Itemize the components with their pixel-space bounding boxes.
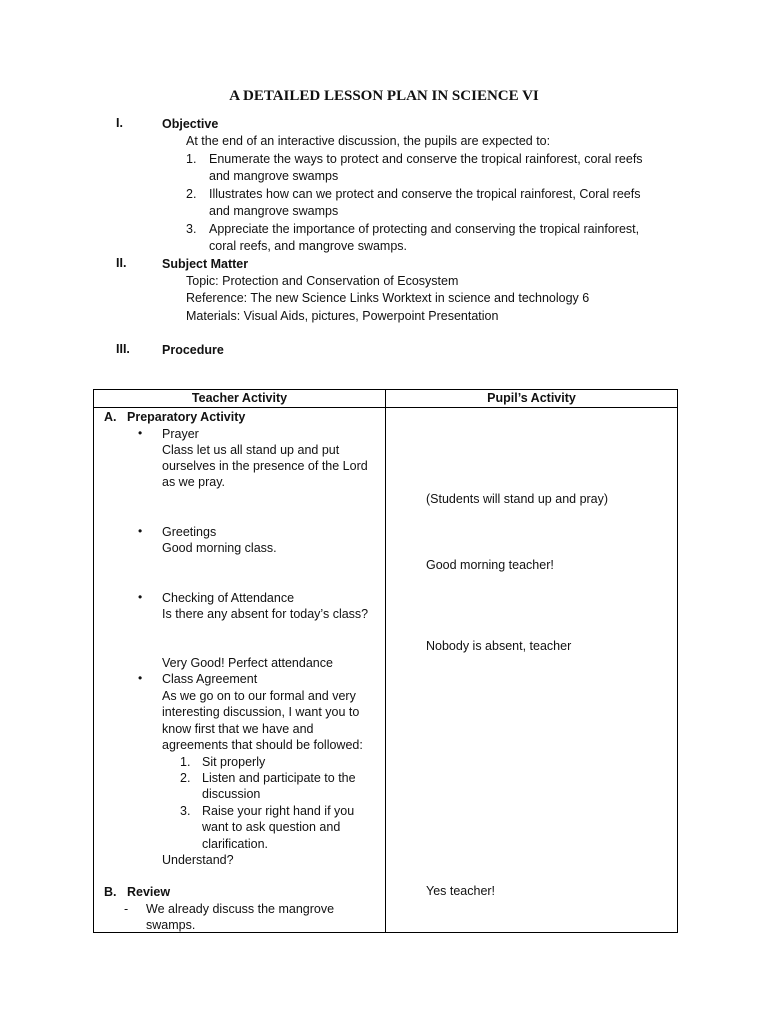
list-item (186, 151, 696, 186)
list-item (186, 186, 696, 221)
table-row (94, 408, 678, 933)
reference-line: Reference: The new Science Links Worktext in science and technology 6 (186, 291, 590, 305)
list-item-text: and mangrove swamps (209, 169, 339, 183)
attendance-line: Is there any absent for today’s class? (162, 607, 369, 621)
rule-number: 2. (180, 771, 191, 785)
procedure-heading: Procedure (162, 343, 224, 357)
objective-list (186, 151, 696, 256)
list-item-text: Appreciate the importance of protecting and conserving the tropical rainforest, (209, 221, 640, 236)
list-item-text: coral reefs, and mangrove swamps. (209, 239, 408, 253)
rule-line: want to ask question and (202, 820, 341, 834)
list-item-text: Enumerate the ways to protect and conserve the tropical rainforest, coral reefs (209, 151, 643, 166)
greetings-label: Greetings (162, 525, 217, 539)
review-heading: Review (127, 885, 171, 899)
greetings-line: Good morning class. (162, 541, 277, 555)
pupil-activity-cell (386, 408, 678, 933)
list-number: 1. (186, 151, 197, 166)
subject-matter-body (186, 273, 696, 326)
subject-matter-heading: Subject Matter (162, 256, 249, 271)
rule-line: Listen and participate to the (202, 771, 356, 785)
subject-matter-section (116, 256, 696, 326)
prayer-line: Class let us all stand up and put (162, 443, 340, 457)
list-number: 2. (186, 186, 197, 201)
prayer-line: ourselves in the presence of the Lord (162, 459, 368, 473)
list-item-text: and mangrove swamps (209, 204, 339, 218)
bullet-icon: • (138, 426, 143, 440)
topic-line: Topic: Protection and Conservation of Ecosystem (186, 273, 459, 288)
attendance-feedback: Very Good! Perfect attendance (162, 656, 333, 670)
teacher-activity-header: Teacher Activity (94, 390, 386, 408)
agreement-line: know first that we have and (162, 722, 314, 736)
bullet-icon: • (138, 671, 143, 685)
list-item-text: Illustrates how can we protect and conserve the tropical rainforest, Coral reefs (209, 186, 641, 201)
section-numeral: II. (116, 255, 127, 270)
objective-body (186, 133, 696, 256)
review-letter: B. (104, 885, 117, 899)
rule-line: clarification. (202, 837, 268, 851)
review-line: swamps. (146, 918, 196, 932)
agreement-line: agreements that should be followed: (162, 738, 363, 752)
rule-number: 3. (180, 804, 191, 818)
objective-section (116, 116, 696, 256)
rule-line: Sit properly (202, 755, 266, 769)
dash-icon: - (124, 902, 129, 916)
document-title: A DETAILED LESSON PLAN IN SCIENCE VI (229, 88, 539, 104)
prayer-label: Prayer (162, 427, 199, 441)
bullet-icon: • (138, 524, 143, 538)
attendance-label: Checking of Attendance (162, 591, 295, 605)
understand-prompt: Understand? (162, 853, 234, 867)
rule-number: 1. (180, 755, 191, 769)
teacher-activity-cell (94, 408, 386, 933)
section-numeral: I. (116, 116, 123, 130)
agreement-line: As we go on to our formal and very (162, 689, 356, 703)
prayer-response: (Students will stand up and pray) (426, 492, 609, 506)
agreement-label: Class Agreement (162, 672, 258, 686)
section-numeral: III. (116, 342, 130, 356)
rule-line: Raise your right hand if you (202, 804, 355, 818)
list-item (186, 221, 696, 256)
rule-line: discussion (202, 787, 261, 801)
objective-intro: At the end of an interactive discussion, the pupils are expected to: (186, 134, 551, 148)
pupil-activity-header: Pupil’s Activity (386, 390, 678, 408)
procedure-table (93, 389, 678, 933)
procedure-section (116, 342, 696, 359)
prep-heading: Preparatory Activity (127, 410, 246, 424)
greeting-response: Good morning teacher! (426, 558, 554, 572)
prep-letter: A. (104, 410, 117, 424)
prayer-line: as we pray. (162, 475, 225, 489)
attendance-response: Nobody is absent, teacher (426, 639, 572, 653)
list-number: 3. (186, 221, 197, 236)
objective-heading: Objective (162, 117, 219, 131)
understand-response: Yes teacher! (426, 884, 496, 898)
materials-line: Materials: Visual Aids, pictures, Powerpoint Presentation (186, 308, 499, 323)
bullet-icon: • (138, 590, 143, 604)
table-header-row (94, 390, 678, 408)
lesson-outline (116, 116, 696, 359)
review-line: We already discuss the mangrove (146, 902, 335, 916)
agreement-line: interesting discussion, I want you to (162, 705, 360, 719)
